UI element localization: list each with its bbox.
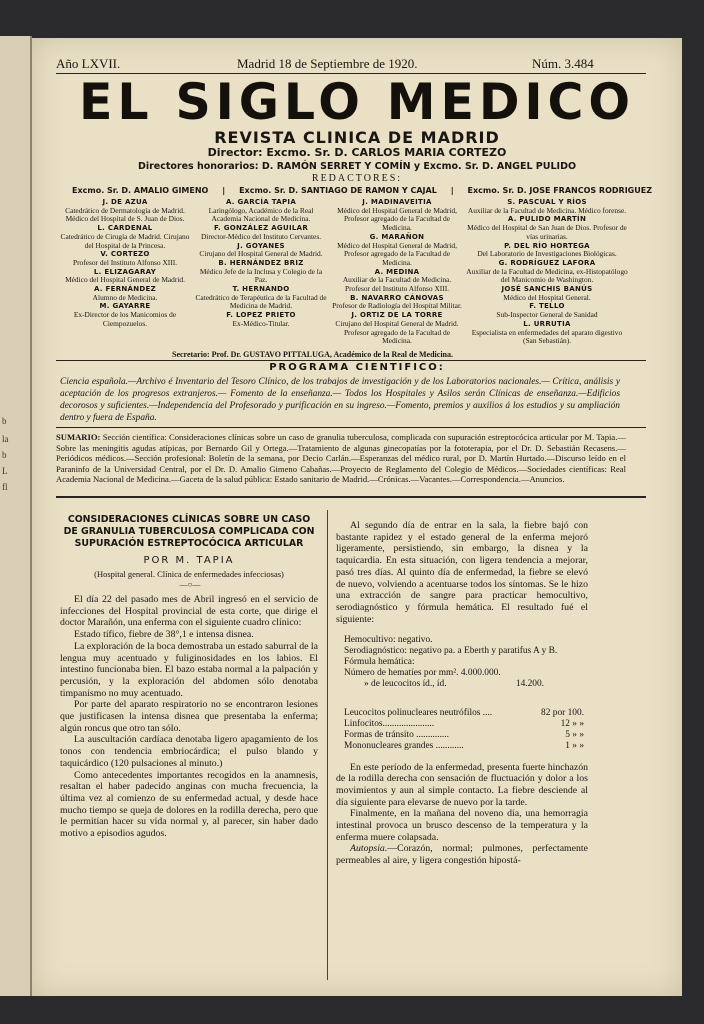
editor-name: A. GARCÍA TAPIA bbox=[225, 198, 297, 206]
editor-desc: Profesor del Instituto Alfonso XIII. bbox=[72, 257, 178, 267]
leucocitos-label: » de leucocitos íd., íd. bbox=[364, 679, 447, 690]
programa-text: Ciencia española.—Archivo é Inventario del Tesoro Clínico, de los trabajos de investigación y de los Laboratorios nacionales.— Crítica, análisis y aceptación de los progresos extranjeros.— Fomento de la enseñanza.— Todos los Hospitales y Asilos serán Clínicas de enseñanza.—Edificios decorosos y suficientes.—Independencia del Profesorado y purificación en su ingreso.—Fomento, premios y auxilios á los estudios y su ampliación dentro y fuera de España. bbox=[60, 377, 620, 423]
editor-desc: Ex-Médico-Titular. bbox=[232, 318, 290, 328]
paragraph: Estado tífico, fiebre de 38°,1 e intensa disnea. bbox=[74, 629, 254, 641]
newspaper-page bbox=[32, 38, 682, 996]
editor-name: B. HERNÁNDEZ BRIZ bbox=[218, 258, 304, 267]
autopsia-label: Autopsia. bbox=[350, 843, 388, 855]
issue-number: Núm. 3.484 bbox=[532, 56, 594, 71]
editors-column-1 bbox=[58, 198, 192, 329]
hemocultivo: Hemocultivo: negativo. bbox=[344, 635, 433, 646]
editor-desc: Auxiliar de la Facultad de Medicina. Médico forense. bbox=[467, 205, 627, 215]
editor-name: J. MADINAVEITIA bbox=[362, 198, 432, 206]
programa-rule bbox=[56, 360, 646, 361]
director-line: Director: Excmo. Sr. D. CARLOS MARIA CORTEZO bbox=[207, 146, 507, 159]
editor-name: L. ELIZAGARAY bbox=[93, 267, 157, 276]
editor-name: M. GAYARRE bbox=[99, 302, 151, 311]
lab-results bbox=[344, 635, 588, 690]
editor-name: L. CARDENAL bbox=[97, 224, 153, 233]
sumario bbox=[56, 432, 626, 485]
editors-column-3 bbox=[330, 198, 464, 346]
fragment: la bbox=[2, 434, 9, 444]
senior-editors: Excmo. Sr. D. AMALIO GIMENO | Excmo. Sr. D. SANTIAGO DE RAMON Y CAJAL | Excmo. Sr. D. JOSE FRANCOS RODRIGUEZ bbox=[72, 186, 652, 195]
editor-desc: Auxiliar de la Facultad de Medicina, ex-Histopatólogo del Manicomio de Washington. bbox=[466, 266, 628, 285]
editor-desc: Profesor de Radiología del Hospital Militar. bbox=[332, 301, 462, 311]
editor-name: T. HERNANDO bbox=[232, 285, 290, 294]
sumario-rule bbox=[56, 427, 646, 428]
editor-name: A. PULIDO MARTÍN bbox=[507, 215, 587, 224]
editor-name: G. RODRÍGUEZ LAFORA bbox=[498, 258, 596, 267]
sumario-text: Sección científica: Consideraciones clínicas sobre un caso de granulia tuberculosa, complicada con supuración estreptocócica articular por M. Tapia.—Sobre las meningitis agudas atípicas, por Bernardo Gil y Ortega.—Tratamiento de algunas ginecopatías por la fototerapia, por el Dr. D. Sebastián Recasens.—Periódicos médicos.—Sección profesional: Boletín de la semana, por Decio Carlán.—Esperanzas del médico rural, por D. Martín Hurtado.—Discurso leído en el Paraninfo de la Universidad Central, por el Dr. D. Amalio Gimeno Cabañas.—Proyecto de Reglamento del Colegio de Médicos.—Sociedades científicas: Real Academia Nacional de Medicina.—Gaceta de la salud pública: Estado sanitario de Madrid.—Crónicas.—Vacantes.—Correspondencia.—Anuncios. bbox=[56, 432, 626, 485]
paragraph: El día 22 del pasado mes de Abril ingresó en el servicio de infecciones del Hospital provincial de esta corte, que dirige el doctor Marañón, una enferma con el siguiente cuadro clínico: bbox=[60, 594, 318, 629]
paragraph: Como antecedentes importantes recogidos en la anamnesis, resaltan el haber padecido anginas con mucha frecuencia, la última vez al comienzo de su enfermedad actual, y desde hace mucho tiempo se queja de dolores en la rodilla derecha, pero que le permitían hacer su vida normal y, al parecer, sin haber dado motivo a episodios agudos. bbox=[60, 769, 318, 840]
editor-name: S. PASCUAL Y RÍOS bbox=[507, 198, 587, 206]
table-row: Leucocitos polinucleares neutrófilos .... 82 por 100. bbox=[344, 708, 584, 719]
serodiagnostico: Serodiagnóstico: negativo pa. a Eberth y paratifus A y B. bbox=[344, 646, 558, 657]
programa-heading: PROGRAMA CIENTIFICO: bbox=[269, 362, 445, 373]
paragraph: Finalmente, en la mañana del noveno día, una hemorragia intestinal provoca un brusco descenso de la temperatura y la enferma muere colapsada. bbox=[336, 808, 588, 843]
senior-editor: Excmo. Sr. D. SANTIAGO DE RAMON Y CAJAL bbox=[239, 186, 437, 195]
article-column-2 bbox=[336, 520, 588, 867]
masthead-title: EL SIGLO MEDICO bbox=[79, 73, 635, 131]
senior-editor: Excmo. Sr. D. JOSE FRANCOS RODRIGUEZ bbox=[467, 186, 652, 195]
editor-desc: Ex-Director de los Manicomios de Ciempozuelos. bbox=[73, 310, 177, 328]
editor-name: G. MARAÑON bbox=[369, 232, 425, 241]
hematies: Número de hematíes por mm². 4.000.000. bbox=[344, 668, 501, 679]
column-divider bbox=[327, 510, 328, 980]
issue-date: Madrid 18 de Septiembre de 1920. bbox=[237, 56, 418, 71]
article-affiliation: (Hospital general. Clínica de enfermedades infecciosas) bbox=[94, 569, 284, 579]
editor-desc: Catedrático de Terapéutica de la Facultad de Medicina de Madrid. bbox=[195, 292, 327, 311]
editor-desc: Sub-Inspector General de Sanidad bbox=[496, 310, 598, 320]
honorary-directors: Directores honorarios: D. RAMÓN SERRET Y COMÍN y Excmo. Sr. D. ANGEL PULIDO bbox=[137, 161, 577, 172]
editor-name: B. NAVARRO CÁNOVAS bbox=[350, 293, 444, 302]
ornament: —○— bbox=[179, 580, 201, 589]
editor-name: A. MEDINA bbox=[374, 267, 420, 276]
editor-desc: Laringólogo, Académico de la Real Academia Nacional de Medicina. bbox=[208, 205, 314, 224]
editor-desc: Médico del Hospital de San Juan de Dios. Profesor de vías urinarias. bbox=[467, 223, 627, 241]
editor-name: J. ORTIZ DE LA TORRE bbox=[351, 311, 443, 320]
paragraph: La auscultación cardíaca denotaba ligero apagamiento de los tonos con tendencia embriocárdica; el pulso blando y taquicárdico (120 pulsaciones al minuto.) bbox=[60, 734, 318, 769]
editor-desc: Médico del Hospital General. bbox=[503, 292, 591, 302]
editor-name: A. FERNÁNDEZ bbox=[94, 285, 156, 294]
formula-label: Fórmula hemática: bbox=[344, 657, 415, 668]
differential-table bbox=[344, 708, 584, 751]
masthead-subtitle: REVISTA CLINICA DE MADRID bbox=[214, 128, 500, 147]
paragraph: La exploración de la boca demostraba un estado saburral de la lengua muy acentuado y fuliginosidades en los labios. El intestino funcionaba bien. El bazo estaba normal a la palpación y percusión, y la exploración del abdomen sólo denotaba timpanismo no muy acentuado. bbox=[60, 640, 318, 699]
editor-desc: Médico del Hospital General de Madrid. bbox=[65, 275, 185, 285]
editor-name: L. URRUTIA bbox=[523, 319, 571, 328]
table-row: Formas de tránsito .............. 5 » » bbox=[344, 729, 584, 740]
editor-desc: Alumno de Medicina. bbox=[92, 292, 158, 302]
editor-desc: Cirujano del Hospital General de Madrid. Profesor agregado de la Facultad de Medicina. bbox=[335, 318, 459, 346]
adjacent-page-edge bbox=[0, 36, 32, 996]
article-title: CONSIDERACIONES CLÍNICAS SOBRE UN CASO DE GRANULIA TUBERCULOSA COMPLICADA CON SUPURACIÓN ESTREPTOCÓCICA ARTICULAR bbox=[63, 514, 315, 549]
article-byline: POR M. TAPIA bbox=[143, 555, 235, 566]
editor-name: P. DEL RÍO HORTEGA bbox=[504, 241, 590, 250]
editor-name: J. DE AZUA bbox=[102, 198, 148, 206]
leucocitos-value: 14.200. bbox=[515, 679, 544, 690]
editor-name: F. GONZÁLEZ AGUILAR bbox=[213, 224, 309, 233]
paragraph: Al segundo día de entrar en la sala, la fiebre bajó con bastante rapidez y el estado general de la enferma mejoró ligeramente, persistiendo, sin embargo, la disnea y la taquicardia. En esta situación, con ligera tendencia a mejorar, pasó tres días. Al quinto día de enfermedad, la fiebre se elevó de nuevo, volviendo a acentuarse todos los síntomas. Se le hizo una extracción de sangre para practicar hemocultivo, serodiagnóstico y fórmula hemática. El resultado fué el siguiente: bbox=[336, 520, 588, 625]
editor-desc: Del Laboratorio de Investigaciones Biológicas. bbox=[477, 249, 617, 259]
editor-name: V. CORTEZO bbox=[100, 250, 150, 259]
fragment: b bbox=[2, 450, 7, 460]
editor-desc: Médico del Hospital General de Madrid, Profesor agregado de la Facultad de Medicina. bbox=[337, 240, 457, 267]
editor-desc: Médico del Hospital General de Madrid, Profesor agregado de la Facultad de Medicina. bbox=[337, 205, 457, 233]
editor-name: J. GOYANES bbox=[237, 241, 285, 250]
editor-desc: Cirujano del Hospital General de Madrid. bbox=[199, 249, 323, 259]
article-column-1 bbox=[60, 594, 318, 840]
editor-desc: Especialista en enfermedades del aparato digestivo (San Sebastián). bbox=[471, 327, 623, 346]
senior-editor: Excmo. Sr. D. AMALIO GIMENO bbox=[72, 186, 209, 195]
table-row: Linfocitos...................... 12 » » bbox=[344, 719, 584, 730]
editors-column-4 bbox=[466, 198, 628, 346]
article-rule bbox=[56, 496, 646, 498]
editor-name: F. LOPEZ PRIETO bbox=[226, 311, 296, 320]
table-row: Mononucleares grandes ............ 1 » » bbox=[344, 740, 584, 751]
editor-desc: Auxiliar de la Facultad de Medicina. Profesor del Instituto Alfonso XIII. bbox=[342, 275, 452, 294]
editor-name: JOSÉ SANCHIS BANÚS bbox=[501, 285, 593, 294]
editor-desc: Catedrático de Cirugía de Madrid. Cirujano del Hospital de la Princesa. bbox=[60, 231, 190, 250]
sumario-label: SUMARIO: bbox=[56, 432, 101, 442]
editor-desc: Médico Jefe de la Inclusa y Colegio de la Paz. bbox=[199, 266, 323, 285]
paragraph: Por parte del aparato respiratorio no se encontraron lesiones que justificasen la intensa disnea que presentaba la enferma; algún roncus que otro tan sólo. bbox=[60, 699, 318, 734]
editor-name: F. TELLO bbox=[529, 302, 565, 311]
redactores-label: REDACTORES: bbox=[311, 173, 403, 184]
editor-desc: Director-Médico del Instituto Cervantes. bbox=[200, 231, 322, 241]
secretary-line: Secretario: Prof. Dr. GUSTAVO PITTALUGA, Académico de la Real de Medicina. bbox=[172, 350, 453, 359]
volume-year: Año LXVII. bbox=[56, 56, 121, 71]
editors-column-2 bbox=[194, 198, 328, 329]
autopsia-text: —Corazón, normal; pulmones, perfectamente permeables al aire, y ligera congestión hipostá- bbox=[336, 843, 588, 867]
editor-desc: Catedrático de Dermatología de Madrid. Médico del Hospital de S. Juan de Dios. bbox=[65, 205, 185, 224]
fragment: L bbox=[2, 466, 8, 476]
paragraph: En este período de la enfermedad, presenta fuerte hinchazón de la rodilla derecha con sensación de fluctuación y dolor a los movimientos y aun al simple contacto. La fiebre desciende al día siguiente para elevarse de nuevo por la tarde. bbox=[336, 761, 588, 808]
fragment: b bbox=[2, 416, 7, 426]
fragment: fl bbox=[2, 482, 8, 492]
